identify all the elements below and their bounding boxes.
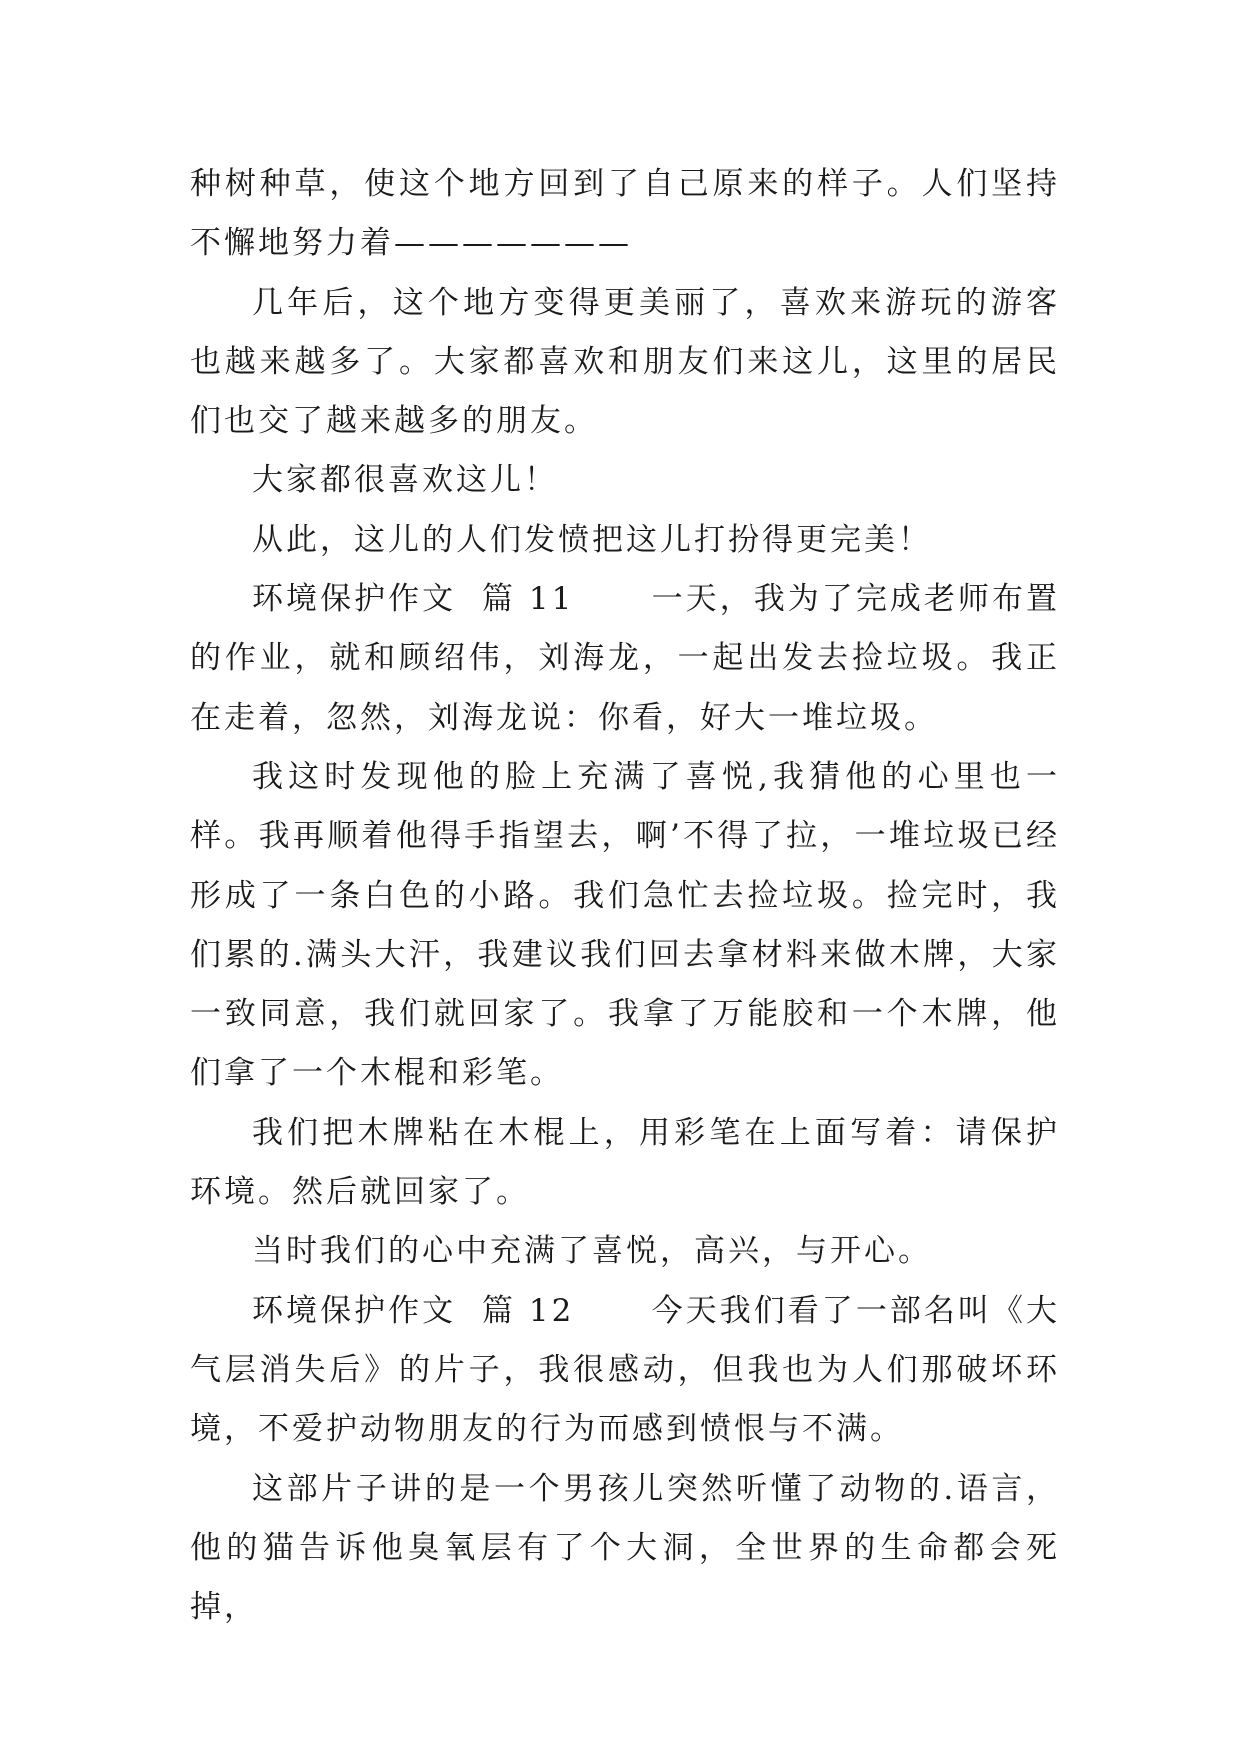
paragraph-7: 我们把木牌粘在木棍上，用彩笔在上面写着：请保护环境。然后就回家了。 — [190, 1114, 1060, 1211]
document-body — [190, 155, 1060, 1637]
paragraph-3: 大家都很喜欢这儿！ — [252, 462, 558, 499]
paragraph-2: 几年后，这个地方变得更美丽了，喜欢来游玩的游客也越来越多了。大家都喜欢和朋友们来这儿，这里的居民们也交了越来越多的朋友。 — [190, 284, 1060, 440]
essay-11-heading-paragraph: 环境保护作文 篇 11 一天，我为了完成老师布置的作业，就和顾绍伟，刘海龙，一起出发去捡垃圾。我正在走着，忽然，刘海龙说：你看，好大一堆垃圾。 — [190, 581, 1060, 736]
paragraph-1: 种树种草，使这个地方回到了自己原来的样子。人们坚持不懈地努力着——————— — [190, 166, 1060, 262]
paragraph-6: 我这时发现他的脸上充满了喜悦,我猜他的心里也一样。我再顺着他得手指望去，啊’不得了拉，一堆垃圾已经形成了一条白色的小路。我们急忙去捡垃圾。捡完时，我们累的.满头大汗，我建议我们回去拿材料来做木牌，大家一致同意，我们就回家了。我拿了万能胶和一个木牌，他们拿了一个木棍和彩笔。 — [190, 758, 1060, 1092]
paragraph-8: 当时我们的心中充满了喜悦，高兴，与开心。 — [252, 1233, 932, 1270]
paragraph-4: 从此，这儿的人们发愤把这儿打扮得更完美！ — [252, 521, 932, 558]
paragraph-10: 这部片子讲的是一个男孩儿突然听懂了动物的.语言，他的猫告诉他臭氧层有了个大洞，全世界的生命都会死掉， — [190, 1470, 1060, 1626]
essay-12-heading-paragraph: 环境保护作文 篇 12 今天我们看了一部名叫《大气层消失后》的片子，我很感动，但我也为人们那破坏环境，不爱护动物朋友的行为而感到愤恨与不满。 — [190, 1292, 1060, 1448]
